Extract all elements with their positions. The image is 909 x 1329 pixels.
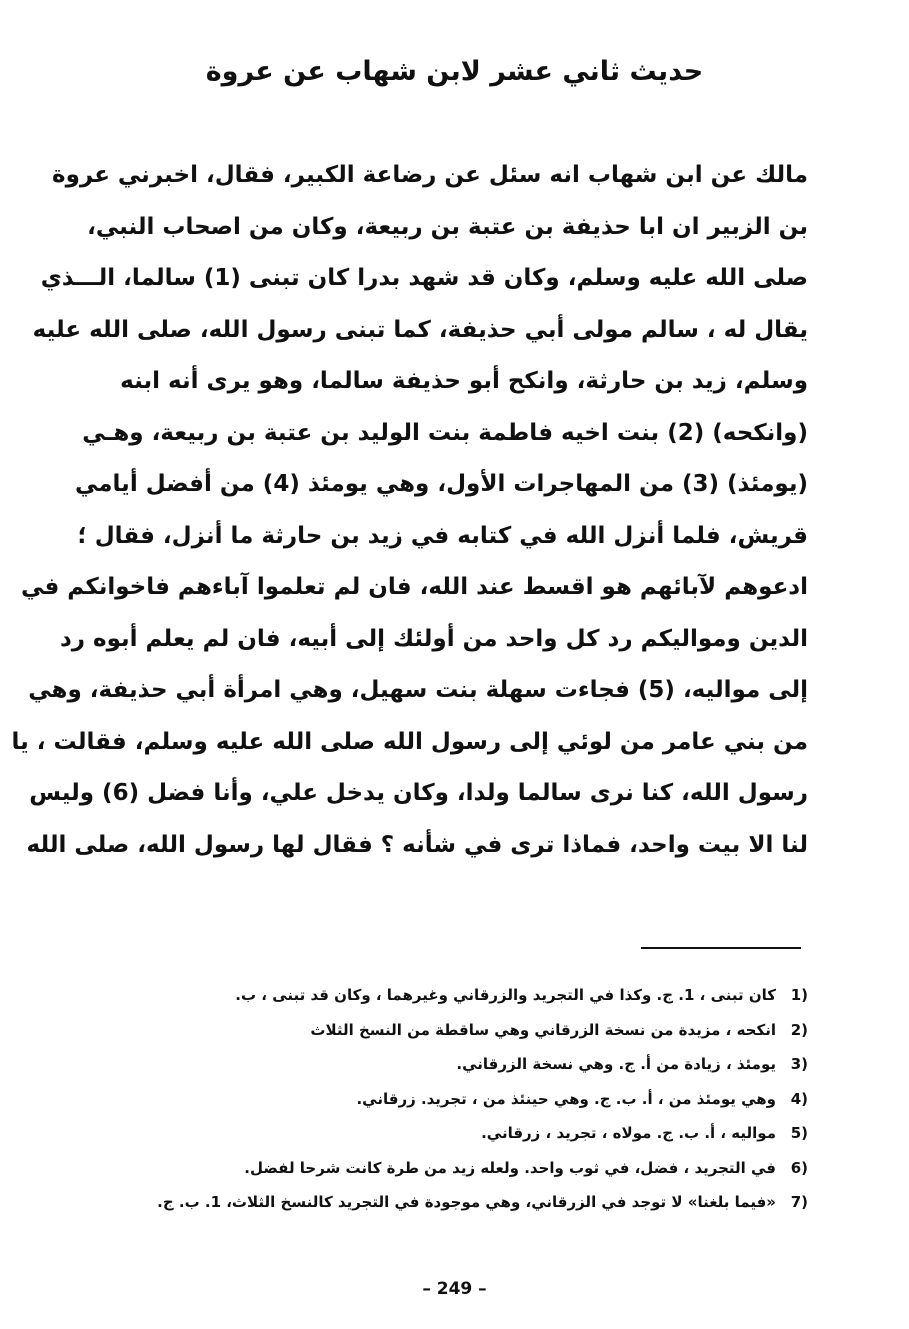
- footnote: [140, 1082, 808, 1117]
- footnote: [140, 978, 808, 1013]
- footnote-text: في التجريد ، فضل، في ثوب واحد. ولعله زيد من طرة كانت شرحا لفضل.: [244, 1158, 776, 1177]
- body-line: قريش، فلما أنزل الله في كتابه في زيد بن حارثة ما أنزل، فقال ؛: [77, 522, 808, 549]
- body-line: بن الزبير ان ابا حذيفة بن عتبة بن ربيعة، وكان من اصحاب النبي،: [87, 213, 808, 240]
- footnote-number: 2): [790, 1020, 808, 1039]
- body-line: إلى مواليه، (5) فجاءت سهلة بنت سهيل، وهي امرأة أبي حذيفة، وهي: [28, 677, 808, 703]
- footnote-number: 5): [790, 1124, 808, 1142]
- footnote: [140, 1116, 808, 1151]
- body-line: مالك عن ابن شهاب انه سئل عن رضاعة الكبير، فقال، اخبرني عروة: [52, 162, 808, 188]
- footnote-text: يومئذ ، زيادة من أ. ج. وهي نسخة الزرقاني.: [456, 1055, 776, 1073]
- footnote-text: مواليه ، أ. ب. ج. مولاه ، تجريد ، زرقاني.: [481, 1124, 776, 1142]
- body-line: (يومئذ) (3) من المهاجرات الأول، وهي يومئذ (4) من أفضل أيامي: [75, 471, 808, 497]
- footnote-number: 7): [790, 1193, 808, 1211]
- body-text: [11, 150, 808, 871]
- footnote: [140, 1151, 808, 1186]
- footnote-text: «فيما بلغنا» لا توجد في الزرقاني، وهي موجودة في التجريد كالنسخ الثلاث، 1. ب. ج.: [157, 1193, 776, 1211]
- footnote-number: 1): [790, 986, 808, 1004]
- footnote-text: انكحه ، مزيدة من نسخة الزرقاني وهي ساقطة من النسخ الثلاث: [310, 1020, 776, 1039]
- footnote: [140, 1185, 808, 1220]
- page-title: حديث ثاني عشر لابن شهاب عن عروة: [205, 56, 704, 87]
- page-number: – 249 –: [422, 1279, 487, 1299]
- footnote: [140, 1047, 808, 1082]
- footnotes: [140, 978, 808, 1220]
- body-line: وسلم، زيد بن حارثة، وانكح أبو حذيفة سالما، وهو يرى أنه ابنه: [120, 368, 808, 394]
- footnote: [140, 1013, 808, 1048]
- body-line: رسول الله، كنا نرى سالما ولدا، وكان يدخل علي، وأنا فضل (6) وليس: [29, 780, 808, 806]
- body-line: من بني عامر من لوئي إلى رسول الله صلى الله عليه وسلم، فقالت ، يا: [11, 728, 808, 755]
- footnote-text: كان تبنى ، 1. ج. وكذا في التجريد والزرقاني وغيرهما ، وكان قد تبنى ، ب.: [235, 986, 776, 1004]
- body-line: لنا الا بيت واحد، فماذا ترى في شأنه ؟ فقال لها رسول الله، صلى الله: [26, 831, 808, 858]
- body-line: ادعوهم لآبائهم هو اقسط عند الله، فان لم تعلموا آباءهم فاخوانكم في: [20, 574, 808, 600]
- body-line: صلى الله عليه وسلم، وكان قد شهد بدرا كان تبنى (1) سالما، الـــذي: [40, 265, 808, 291]
- footnote-number: 4): [790, 1089, 808, 1108]
- footnote-number: 6): [790, 1158, 808, 1177]
- footnote-separator: [641, 947, 801, 949]
- body-line: (وانكحه) (2) بنت اخيه فاطمة بنت الوليد بن عتبة بن ربيعة، وهـي: [82, 419, 808, 446]
- footnote-number: 3): [790, 1055, 808, 1073]
- footnote-text: وهي يومئذ من ، أ. ب. ج. وهي حينئذ من ، تجريد. زرقاني.: [356, 1089, 776, 1108]
- body-line: يقال له ، سالم مولى أبي حذيفة، كما تبنى رسول الله، صلى الله عليه: [32, 316, 808, 343]
- body-line: الدين ومواليكم رد كل واحد من أولئك إلى أبيه، فان لم يعلم أبوه رد: [59, 625, 808, 652]
